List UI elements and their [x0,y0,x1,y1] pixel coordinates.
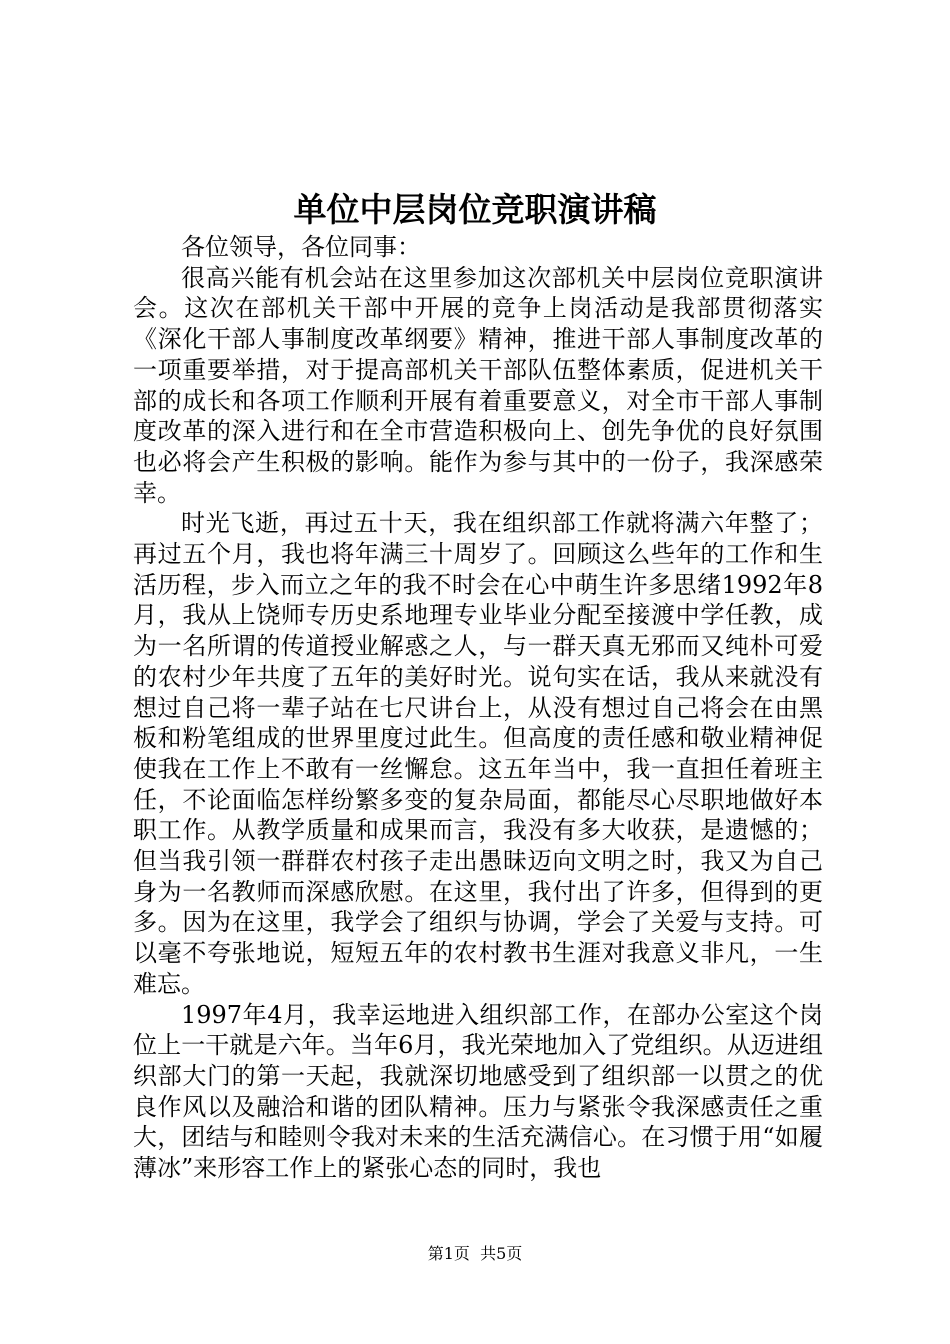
page-number: 第1页 [427,1244,470,1263]
document-body [133,232,823,1184]
page-total: 共5页 [480,1244,523,1263]
footer-spacer [470,1244,480,1263]
page-footer [0,1244,950,1264]
paragraph-teaching: 时光飞逝，再过五十天，我在组织部工作就将满六年整了；再过五个月，我也将年满三十周岁了。回顾这么些年的工作和生活历程，步入而立之年的我不时会在心中萌生许多思绪1992年8月，我从上饶师专历史系地理专业毕业分配至接渡中学任教，成为一名所谓的传道授业解惑之人，与一群天真无邪而又纯朴可爱的农村少年共度了五年的美好时光。说句实在话，我从来就没有想过自己将一辈子站在七尺讲台上，从没有想过自己将会在由黑板和粉笔组成的世界里度过此生。但高度的责任感和敬业精神促使我在工作上不敢有一丝懈怠。这五年当中，我一直担任着班主任，不论面临怎样纷繁多变的复杂局面，都能尽心尽职地做好本职工作。从教学质量和成果而言，我没有多大收获，是遗憾的；但当我引领一群群农村孩子走出愚昧迈向文明之时，我又为自己身为一名教师而深感欣慰。在这里，我付出了许多，但得到的更多。因为在这里，我学会了组织与协调，学会了关爱与支持。可以毫不夸张地说，短短五年的农村教书生涯对我意义非凡，一生难忘。 [133,509,823,998]
paragraph-salutation: 各位领导，各位同事： [181,233,421,261]
paragraph-organization: 1997年4月，我幸运地进入组织部工作，在部办公室这个岗位上一干就是六年。当年6月，我光荣地加入了党组织。从迈进组织部大门的第一天起，我就深切地感受到了组织部一以贯之的优良作风以及融洽和谐的团队精神。压力与紧张令我深感责任之重大，团结与和睦则令我对未来的生活充满信心。在习惯于用“如履薄冰”来形容工作上的紧张心态的同时，我也 [133,1000,823,1183]
paragraph-intro: 很高兴能有机会站在这里参加这次部机关中层岗位竞职演讲会。这次在部机关干部中开展的竞争上岗活动是我部贯彻落实《深化干部人事制度改革纲要》精神，推进干部人事制度改革的一项重要举措，对于提高部机关干部队伍整体素质，促进机关干部的成长和各项工作顺利开展有着重要意义，对全市干部人事制度改革的深入进行和在全市营造积极向上、创先争优的良好氛围也必将会产生积极的影响。能作为参与其中的一份子，我深感荣幸。 [133,263,823,507]
document-title: 单位中层岗位竞职演讲稿 [293,190,657,229]
